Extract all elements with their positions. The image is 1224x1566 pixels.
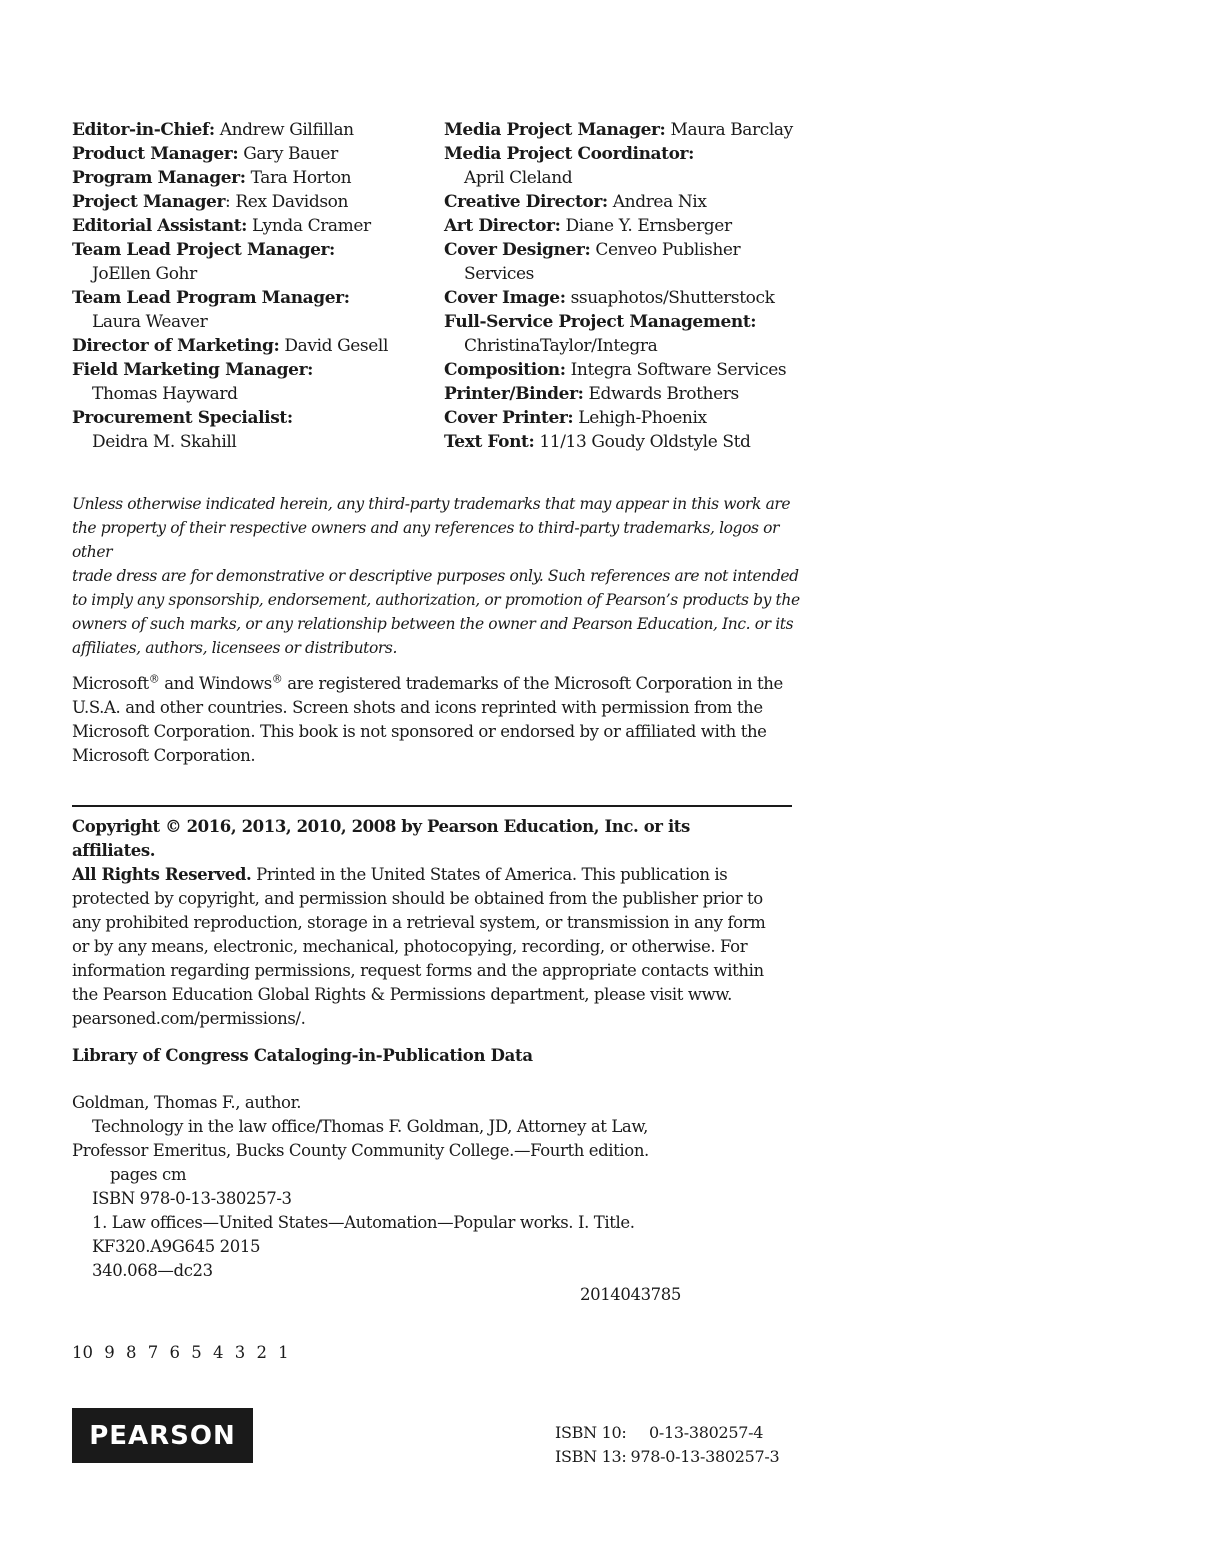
credit-role: Printer/Binder: [444, 384, 584, 404]
cip-data-block [72, 1091, 772, 1304]
trademark-line: the property of their respective owners and any references to third-party trademarks, logos or other [72, 519, 780, 561]
trademark-line: owners of such marks, or any relationship between the owner and Pearson Education, Inc. or its [72, 615, 794, 633]
credit-role: Director of Marketing: [72, 336, 280, 356]
credit-line [72, 238, 432, 262]
credit-line [72, 214, 432, 238]
microsoft-word: Microsoft [72, 674, 149, 693]
copyright-line: information regarding permissions, request forms and the appropriate contacts within [72, 961, 764, 980]
credit-role: Media Project Manager: [444, 120, 666, 140]
credit-continuation: Deidra M. Skahill [92, 432, 237, 452]
cip-author: Goldman, Thomas F., author. [72, 1093, 302, 1112]
isbn-13-label: ISBN 13: [555, 1447, 627, 1466]
credit-role: Team Lead Program Manager: [72, 288, 350, 308]
credits-right-column [444, 118, 824, 454]
credit-role: Cover Printer: [444, 408, 574, 428]
trademark-line: affiliates, authors, licensees or distributors. [72, 639, 398, 657]
credit-line [444, 430, 824, 454]
credit-name: Integra Software Services [565, 360, 787, 380]
credit-role: Editorial Assistant: [72, 216, 248, 236]
copyright-statement: Copyright © 2016, 2013, 2010, 2008 by Pearson Education, Inc. or its affiliates. [72, 817, 690, 860]
credit-role: Composition: [444, 360, 566, 380]
microsoft-notice-line-3: Microsoft Corporation. This book is not sponsored or endorsed by or affiliated with the [72, 722, 767, 741]
isbn-10-row [555, 1421, 779, 1445]
credit-line [72, 334, 432, 358]
credits-left-column [72, 118, 432, 454]
printing-line: 10 9 8 7 6 5 4 3 2 1 [72, 1343, 289, 1362]
credit-line [444, 190, 824, 214]
credit-line [72, 190, 432, 214]
copyright-line: or by any means, electronic, mechanical, photocopying, recording, or otherwise. For [72, 937, 748, 956]
cip-lccn: 2014043785 [580, 1285, 681, 1304]
microsoft-notice [72, 672, 802, 768]
credit-role: Field Marketing Manager: [72, 360, 314, 380]
credit-name: Edwards Brothers [583, 384, 739, 404]
credit-line [444, 286, 824, 310]
credit-role: Project Manager [72, 192, 226, 212]
copyright-line: protected by copyright, and permission should be obtained from the publisher prior to [72, 889, 763, 908]
registered-mark: ® [271, 672, 283, 686]
microsoft-notice-line-1 [72, 672, 802, 696]
credit-role: Full-Service Project Management: [444, 312, 757, 332]
credit-name: Gary Bauer [238, 144, 338, 164]
credit-name: Lynda Cramer [247, 216, 371, 236]
credit-role: Product Manager: [72, 144, 239, 164]
isbn-10-label: ISBN 10: [555, 1423, 627, 1442]
cip-title-line-1: Technology in the law office/Thomas F. Goldman, JD, Attorney at Law, [92, 1117, 648, 1136]
credit-name: 11/13 Goudy Oldstyle Std [534, 432, 751, 452]
credit-name: ssuaphotos/Shutterstock [565, 288, 775, 308]
credit-line [72, 406, 432, 430]
credit-role: Text Font: [444, 432, 535, 452]
credit-name: Cenveo Publisher [590, 240, 741, 260]
credit-name: David Gesell [279, 336, 388, 356]
cip-title-line-2: Professor Emeritus, Bucks County Community College.—Fourth edition. [72, 1141, 649, 1160]
trademark-notice [72, 492, 802, 660]
pearson-logo-text: PEARSON [89, 1420, 236, 1451]
credit-continuation: April Cleland [464, 168, 573, 188]
credit-line [444, 310, 824, 334]
credit-line [444, 118, 824, 142]
credit-role: Team Lead Project Manager: [72, 240, 335, 260]
copyright-line-2 [72, 863, 772, 887]
credit-line [72, 142, 432, 166]
trademark-line: to imply any sponsorship, endorsement, authorization, or promotion of Pearson’s products by the [72, 591, 800, 609]
microsoft-notice-rest: are registered trademarks of the Microsoft Corporation in the [282, 674, 783, 693]
credit-name: Andrew Gilfillan [214, 120, 354, 140]
credit-role: Cover Image: [444, 288, 566, 308]
credit-line [444, 358, 824, 382]
windows-word: and Windows [159, 674, 272, 693]
all-rights-reserved: All Rights Reserved. [72, 865, 252, 884]
credit-role: Program Manager: [72, 168, 246, 188]
copyright-line-2-rest: Printed in the United States of America. This publication is [251, 865, 728, 884]
trademark-line: Unless otherwise indicated herein, any third-party trademarks that may appear in this work are [72, 495, 791, 513]
credit-role: Editor-in-Chief: [72, 120, 215, 140]
credit-continuation: Services [464, 264, 534, 284]
cip-dewey: 340.068—dc23 [92, 1261, 213, 1280]
credit-name: Lehigh-Phoenix [573, 408, 707, 428]
isbn-13-value: 978-0-13-380257-3 [630, 1447, 780, 1466]
credit-line [444, 142, 824, 166]
registered-mark: ® [148, 672, 160, 686]
credit-continuation: ChristinaTaylor/Integra [464, 336, 658, 356]
isbn-13-row [555, 1445, 779, 1469]
credit-name: : Rex Davidson [225, 192, 349, 212]
credit-line [72, 166, 432, 190]
credit-line [72, 358, 432, 382]
pearson-logo [72, 1408, 253, 1463]
credit-line [72, 118, 432, 142]
credit-line [72, 286, 432, 310]
credit-line [444, 382, 824, 406]
credit-role: Procurement Specialist: [72, 408, 293, 428]
credit-role: Cover Designer: [444, 240, 591, 260]
cip-subjects: 1. Law offices—United States—Automation—Popular works. I. Title. [92, 1213, 635, 1232]
credit-role: Media Project Coordinator: [444, 144, 694, 164]
credit-role: Art Director: [444, 216, 561, 236]
copyright-line-1 [72, 815, 772, 863]
microsoft-notice-line-2: U.S.A. and other countries. Screen shots and icons reprinted with permission from the [72, 698, 763, 717]
cip-isbn: ISBN 978-0-13-380257-3 [92, 1189, 292, 1208]
credit-name: Maura Barclay [665, 120, 793, 140]
credit-role: Creative Director: [444, 192, 608, 212]
credit-continuation: JoEllen Gohr [92, 264, 197, 284]
credit-line [444, 406, 824, 430]
credit-continuation: Laura Weaver [92, 312, 208, 332]
credit-name: Diane Y. Ernsberger [560, 216, 732, 236]
trademark-line: trade dress are for demonstrative or descriptive purposes only. Such references are not intended [72, 567, 799, 585]
loc-heading: Library of Congress Cataloging-in-Publication Data [72, 1046, 533, 1065]
copyright-line: the Pearson Education Global Rights & Permissions department, please visit www. [72, 985, 732, 1004]
cip-lc-class: KF320.A9G645 2015 [92, 1237, 261, 1256]
credit-continuation: Thomas Hayward [92, 384, 238, 404]
microsoft-notice-line-4: Microsoft Corporation. [72, 746, 256, 765]
cip-pages: pages cm [110, 1165, 187, 1184]
isbn-10-value: 0-13-380257-4 [649, 1423, 764, 1442]
copyright-line: pearsoned.com/permissions/. [72, 1009, 306, 1028]
copyright-notice [72, 815, 772, 1031]
copyright-line: any prohibited reproduction, storage in a retrieval system, or transmission in any form [72, 913, 766, 932]
credit-name: Tara Horton [245, 168, 352, 188]
credit-line [444, 214, 824, 238]
credit-name: Andrea Nix [607, 192, 707, 212]
isbn-block [555, 1421, 779, 1469]
horizontal-rule [72, 805, 792, 807]
credit-line [444, 238, 824, 262]
